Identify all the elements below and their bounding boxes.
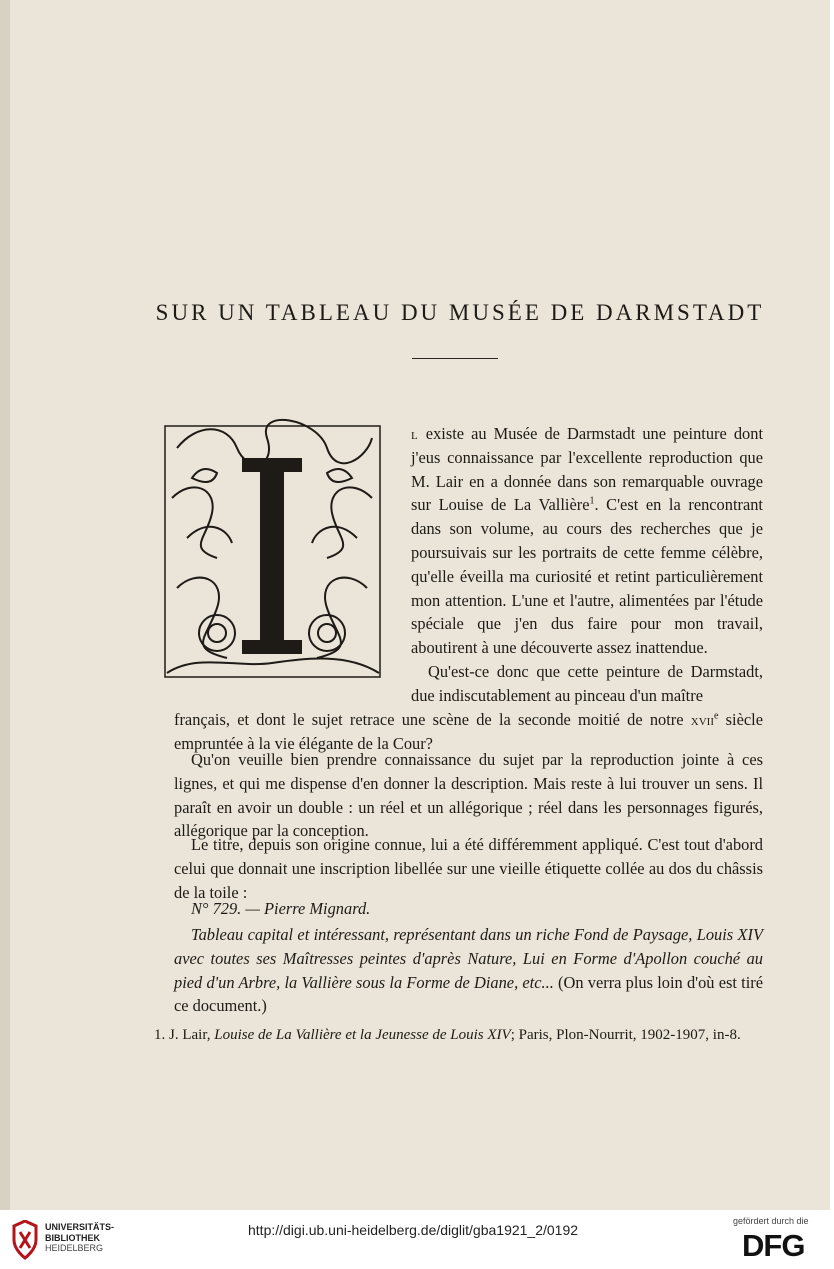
paragraph-6 xyxy=(174,923,763,1018)
paragraph-1-first-letter: l xyxy=(411,424,419,443)
paragraph-5-catalogue-entry: N° 729. — Pierre Mignard. xyxy=(191,899,371,918)
footnote-1 xyxy=(130,1024,763,1046)
library-name-line-1: UNIVERSITÄTS- xyxy=(45,1222,115,1232)
university-library-name xyxy=(45,1222,114,1254)
library-name-line-3: HEIDELBERG xyxy=(45,1243,104,1253)
article-title: SUR UN TABLEAU DU MUSÉE DE DARMSTADT xyxy=(155,300,765,325)
footnote-work-title: Louise de La Vallière et la Jeunesse de Louis XIV xyxy=(214,1027,511,1043)
university-library-logo-icon xyxy=(10,1220,40,1260)
paragraph-2-end: siècle empruntée à la vie élégante de la Cour? xyxy=(174,710,763,753)
footnote-number: 1. xyxy=(154,1027,166,1043)
library-name-line-2: BIBLIOTHEK xyxy=(45,1232,100,1243)
footnote-author: J. Lair, xyxy=(165,1027,215,1043)
ornamental-initial-I xyxy=(157,418,388,685)
paragraph-1-end: . C'est en la rencontrant dans son volume, au cours des recherches que je poursuivais sur les portraits de cette femme célèbre, qu'elle éveilla ma curiosité et retint particulièrement mon attention. L'une et l'autre, alimentées par l'étude spéciale que j'en dus faire pour mon travail, aboutirent à une découverte assez inattendue. xyxy=(411,495,763,658)
paragraph-2-text: français, et dont le sujet retrace une scène de la seconde moitié de notre xyxy=(174,710,691,729)
paragraph-4: Le titre, depuis son origine connue, lui a été différemment appliqué. C'est tout d'abord celui que donnait une inscription libellée sur une vieille étiquette collée au dos du châssis de la toile : xyxy=(174,835,763,902)
permalink-url[interactable]: http://digi.ub.uni-heidelberg.de/diglit/gba1921_2/0192 xyxy=(248,1222,579,1238)
paragraph-1 xyxy=(411,422,763,660)
title-rule xyxy=(412,358,498,359)
paragraph-6-quote: Tableau capital et intéressant, représentant dans un riche Fond de Paysage, Louis XIV avec toutes ses Maîtresses peintes d'après Nature, Lui en Forme d'Apollon couché au pied d'un Arbre, la Vallière sous la Forme de Diane, etc... xyxy=(174,925,763,992)
paragraph-2-start: Qu'est-ce donc que cette peinture de Darmstadt, due indiscutablement au pinceau d'un maître xyxy=(411,662,763,705)
paragraph-6-note: (On verra plus loin d'où est tiré ce document.) xyxy=(174,972,763,1016)
page-edge xyxy=(0,0,10,1210)
paragraph-1-text: existe au Musée de Darmstadt une peinture dont j'eus connaissance par l'excellente reproduction que M. Lair en a donnée dans son remarquable ouvrage sur Louise de La Vallière xyxy=(411,424,763,515)
footnote-publication: ; Paris, Plon-Nourrit, 1902-1907, in-8. xyxy=(510,1027,741,1043)
funding-caption: gefördert durch die xyxy=(733,1216,809,1226)
century-superscript: e xyxy=(713,710,719,722)
century-numeral: xvii xyxy=(690,710,714,729)
footer-bar xyxy=(0,1210,834,1269)
dfg-logo: DFG xyxy=(742,1228,805,1263)
footnote-marker: 1 xyxy=(589,495,595,507)
ornamental-initial-art xyxy=(157,418,388,685)
paragraph-3: Qu'on veuille bien prendre connaissance du sujet par la reproduction jointe à ces lignes, et qui me dispense d'en donner la description. Mais reste à lui trouver un sens. Il paraît en avoir un double : un réel et un allégorique ; réel dans les personnages figurés, allégorique par la conception. xyxy=(174,750,763,841)
